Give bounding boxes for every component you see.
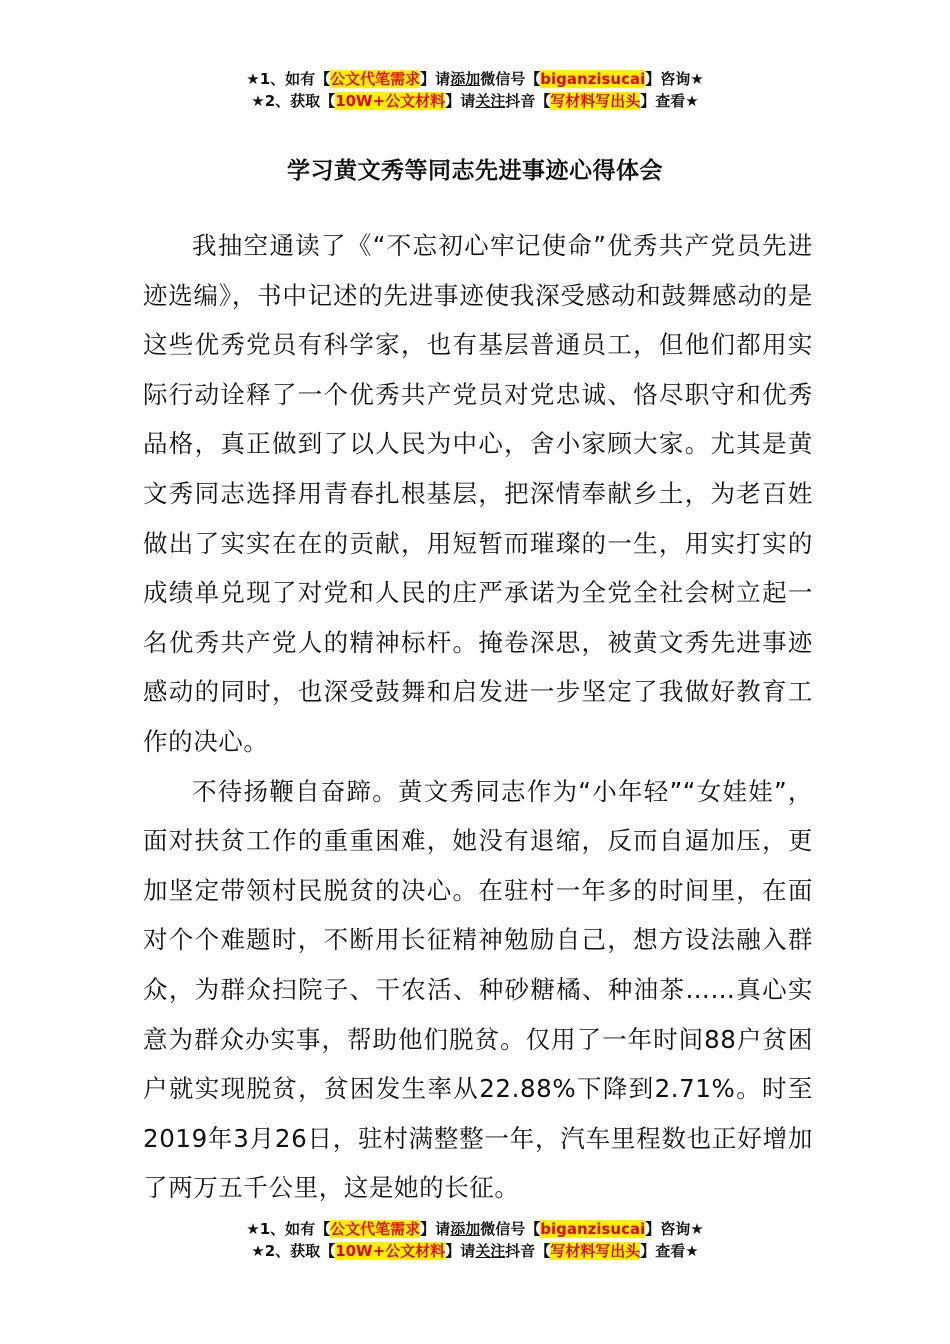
banner-text: 】查看★ <box>640 1242 699 1260</box>
highlight-keyword: 10W+公文材料 <box>335 1242 446 1260</box>
footer-banner <box>0 1218 950 1262</box>
banner-text: 微信号【 <box>480 70 541 88</box>
banner-line-1 <box>0 1218 950 1240</box>
banner-text: ★1、如有【 <box>246 1220 331 1238</box>
banner-text: ★2、获取【 <box>251 92 336 110</box>
banner-text: ★1、如有【 <box>246 70 331 88</box>
highlight-keyword: 公文代笔需求 <box>330 70 421 88</box>
underlined-keyword: 关注 <box>475 92 506 110</box>
highlight-douyin-account: 写材料写出头 <box>550 92 641 110</box>
banner-text: 】请 <box>445 92 476 110</box>
banner-line-2 <box>0 1240 950 1262</box>
banner-text: 】咨询★ <box>645 70 704 88</box>
banner-text: 】查看★ <box>640 92 699 110</box>
paragraph: 我抽空通读了《“不忘初心牢记使命”优秀共产党员先进迹选编》，书中记述的先进事迹使我深受感动和鼓舞感动的是这些优秀党员有科学家，也有基层普通员工，但他们都用实际行动诠释了一个优秀共产党员对党忠诚、恪尽职守和优秀品格，真正做到了以人民为中心，舍小家顾大家。尤其是黄文秀同志选择用青春扎根基层，把深情奉献乡土，为老百姓做出了实实在在的贡献，用短暂而璀璨的一生，用实打实的成绩单兑现了对党和人民的庄严承诺为全党全社会树立起一名优秀共产党人的精神标杆。掩卷深思，被黄文秀先进事迹感动的同时，也深受鼓舞和启发进一步坚定了我做好教育工作的决心。 <box>143 231 813 756</box>
highlight-douyin-account: 写材料写出头 <box>550 1242 641 1260</box>
banner-text: 】请 <box>420 1220 451 1238</box>
document-body <box>143 221 813 1213</box>
banner-text: 抖音【 <box>505 1242 551 1260</box>
banner-text: 】请 <box>445 1242 476 1260</box>
underlined-keyword: 添加 <box>450 1220 481 1238</box>
highlight-wechat-id: biganzisucai <box>540 1220 646 1238</box>
banner-text: 抖音【 <box>505 92 551 110</box>
banner-text: 】请 <box>420 70 451 88</box>
header-banner <box>0 68 950 112</box>
banner-text: 微信号【 <box>480 1220 541 1238</box>
highlight-keyword: 公文代笔需求 <box>330 1220 421 1238</box>
banner-line-2 <box>0 90 950 112</box>
highlight-wechat-id: biganzisucai <box>540 70 646 88</box>
banner-text: ★2、获取【 <box>251 1242 336 1260</box>
underlined-keyword: 添加 <box>450 70 481 88</box>
underlined-keyword: 关注 <box>475 1242 506 1260</box>
highlight-keyword: 10W+公文材料 <box>335 92 446 110</box>
paragraph: 不待扬鞭自奋蹄。黄文秀同志作为“小年轻”“女娃娃”，面对扶贫工作的重重困难，她没有退缩，反而自逼加压，更加坚定带领村民脱贫的决心。在驻村一年多的时间里，在面对个个难题时，不断用长征精神勉励自己，想方设法融入群众，为群众扫院子、干农活、种砂糖橘、种油茶……真心实意为群众办实事，帮助他们脱贫。仅用了一年时间88户贫困户就实现脱贫，贫困发生率从22.88%下降到2.71%。时至2019年3月26日，驻村满整整一年，汽车里程数也正好增加了两万五千公里，这是她的长征。 <box>143 776 813 1203</box>
banner-text: 】咨询★ <box>645 1220 704 1238</box>
document-title: 学习黄文秀等同志先进事迹心得体会 <box>287 158 663 184</box>
banner-line-1 <box>0 68 950 90</box>
